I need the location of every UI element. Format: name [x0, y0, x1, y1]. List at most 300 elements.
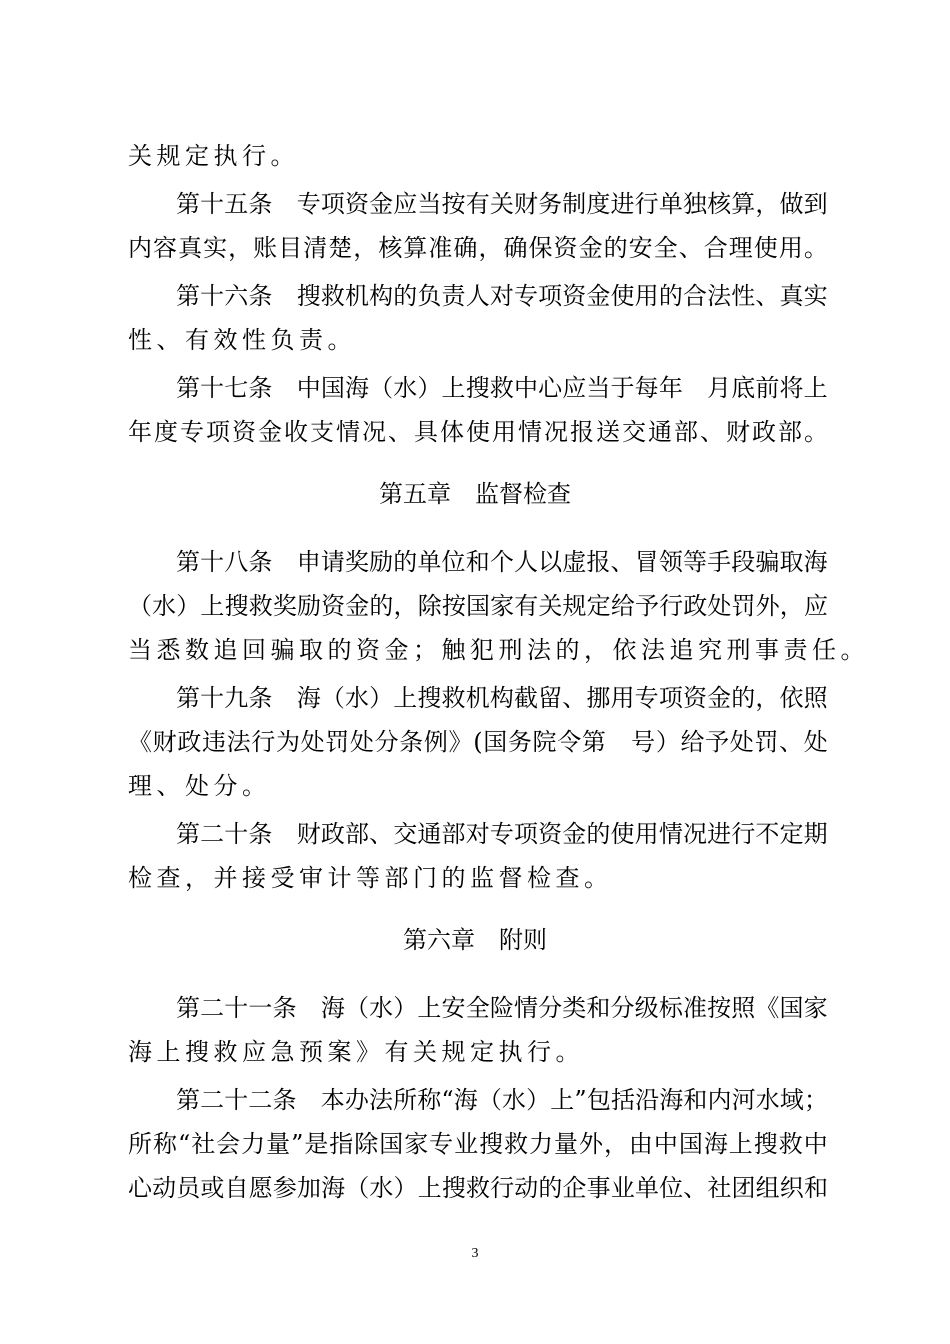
glyph: 有 — [514, 592, 539, 620]
text-line — [128, 232, 828, 264]
glyph: 令 — [557, 728, 582, 756]
glyph: 团 — [731, 1174, 756, 1202]
glyph: 》 — [448, 728, 473, 756]
glyph: （ — [344, 994, 369, 1022]
glyph: 财 — [296, 820, 321, 848]
glyph: 条 — [272, 994, 297, 1022]
glyph: 六 — [224, 282, 249, 310]
glyph: 第 — [176, 374, 200, 402]
glyph: 二 — [248, 1086, 273, 1114]
glyph: 国 — [483, 728, 508, 756]
glyph: 上 — [417, 1174, 442, 1202]
glyph: 构 — [489, 684, 514, 712]
glyph: 予 — [634, 592, 659, 620]
glyph: 是 — [304, 1130, 329, 1158]
glyph: 心 — [128, 1174, 152, 1202]
glyph: 家 — [404, 1130, 429, 1158]
glyph: 政 — [177, 728, 202, 756]
glyph: 度 — [586, 190, 611, 218]
glyph: 处 — [729, 728, 754, 756]
glyph: 法 — [369, 1086, 393, 1114]
glyph: 动 — [152, 1174, 177, 1202]
glyph: 水 — [502, 1086, 527, 1114]
glyph: 情 — [513, 994, 538, 1022]
glyph: 实 — [803, 282, 828, 310]
glyph: 项 — [206, 418, 230, 446]
glyph: 救 — [489, 374, 514, 402]
glyph: 上 — [417, 994, 442, 1022]
glyph: 上 — [550, 1086, 575, 1114]
glyph: 搜 — [479, 1130, 504, 1158]
glyph: 使 — [610, 282, 635, 310]
glyph: 十 — [200, 374, 225, 402]
glyph: 条 — [248, 190, 273, 218]
glyph: 财 — [152, 728, 177, 756]
glyph: 分 — [538, 994, 563, 1022]
glyph: 院 — [532, 728, 557, 756]
glyph: 分 — [374, 728, 399, 756]
glyph: 水 — [344, 684, 369, 712]
chapter-heading: 第六章 附则 — [403, 926, 547, 954]
text-line — [128, 590, 828, 622]
glyph: 使 — [753, 234, 778, 262]
glyph: 政 — [320, 820, 345, 848]
glyph: 资 — [232, 418, 256, 446]
glyph: 确 — [503, 234, 528, 262]
glyph: 报 — [586, 548, 611, 576]
glyph: 七 — [224, 374, 249, 402]
glyph: 第 — [176, 1086, 200, 1114]
glyph: 织 — [779, 1174, 804, 1202]
glyph: 楚 — [328, 234, 353, 262]
glyph: 金 — [369, 190, 394, 218]
glyph: ” — [574, 1086, 587, 1114]
glyph: 二 — [200, 1086, 225, 1114]
glyph: 外 — [578, 1130, 603, 1158]
glyph: 金 — [707, 684, 732, 712]
glyph: 、 — [388, 418, 412, 446]
glyph: 金 — [586, 282, 611, 310]
glyph: 体 — [440, 418, 464, 446]
glyph: 上 — [393, 684, 418, 712]
glyph: 具 — [414, 418, 438, 446]
glyph: 规 — [562, 592, 587, 620]
glyph: 水 — [393, 374, 418, 402]
glyph: 二 — [200, 994, 225, 1022]
glyph: 确 — [453, 234, 478, 262]
glyph: 况 — [682, 820, 707, 848]
glyph: 金 — [345, 592, 370, 620]
glyph: 截 — [513, 684, 538, 712]
glyph: 和 — [683, 1086, 708, 1114]
glyph: ， — [393, 592, 418, 620]
glyph: 算 — [731, 190, 756, 218]
glyph: 条 — [248, 820, 273, 848]
glyph: 奖 — [344, 548, 369, 576]
glyph: 专 — [513, 282, 538, 310]
glyph: 资 — [553, 234, 578, 262]
glyph: 搜 — [296, 282, 321, 310]
glyph: 应 — [393, 190, 418, 218]
glyph: 机 — [344, 282, 369, 310]
glyph: 务 — [538, 190, 563, 218]
glyph: 专 — [489, 820, 514, 848]
glyph: 救 — [320, 282, 345, 310]
glyph: 的 — [538, 1174, 563, 1202]
glyph: 责 — [441, 282, 466, 310]
glyph: ） — [417, 374, 442, 402]
glyph: 当 — [586, 374, 611, 402]
glyph: 九 — [224, 684, 249, 712]
glyph: 救 — [441, 684, 466, 712]
glyph: 称 — [417, 1086, 442, 1114]
glyph: 资 — [538, 820, 563, 848]
glyph: 资 — [344, 190, 369, 218]
glyph: 单 — [634, 1174, 659, 1202]
glyph: 合 — [703, 234, 728, 262]
glyph: ， — [353, 234, 378, 262]
glyph: 、 — [700, 418, 724, 446]
glyph: 照 — [803, 684, 828, 712]
glyph: 力 — [241, 1130, 266, 1158]
glyph: 当 — [417, 190, 442, 218]
glyph: 进 — [707, 820, 732, 848]
glyph: 年 — [128, 418, 152, 446]
glyph: 海 — [321, 1174, 346, 1202]
glyph: 水 — [755, 1086, 780, 1114]
glyph: ） — [393, 994, 418, 1022]
glyph: （ — [128, 592, 152, 620]
glyph: 海 — [320, 994, 345, 1022]
glyph: 指 — [329, 1130, 354, 1158]
glyph: 条 — [248, 684, 273, 712]
glyph: 罚 — [731, 592, 756, 620]
glyph: 第 — [176, 548, 200, 576]
glyph: 国 — [779, 994, 804, 1022]
text-line — [176, 188, 828, 220]
glyph: 海 — [344, 374, 369, 402]
glyph: 级 — [634, 994, 659, 1022]
glyph — [273, 682, 297, 714]
glyph — [273, 546, 297, 578]
glyph: 金 — [562, 820, 587, 848]
glyph: 励 — [296, 592, 321, 620]
glyph: 为 — [275, 728, 300, 756]
glyph: 虚 — [562, 548, 587, 576]
glyph: 称 — [152, 1130, 177, 1158]
glyph: 和 — [586, 994, 611, 1022]
glyph: 财 — [726, 418, 750, 446]
glyph: （ — [369, 374, 394, 402]
glyph: 十 — [200, 282, 225, 310]
text-line: 海上搜救应急预案》有关规定执行。 — [128, 1038, 584, 1066]
glyph: 中 — [803, 1130, 828, 1158]
glyph: 十 — [200, 684, 225, 712]
glyph: 到 — [803, 190, 828, 218]
glyph: 部 — [778, 418, 802, 446]
glyph: 负 — [417, 282, 442, 310]
text-line: 检查，并接受审计等部门的监督检查。 — [128, 864, 613, 892]
glyph: ( — [473, 728, 483, 756]
glyph: 申 — [296, 548, 321, 576]
glyph: 会 — [216, 1130, 241, 1158]
glyph: 位 — [441, 548, 466, 576]
glyph: 包 — [586, 1086, 611, 1114]
glyph: 资 — [321, 592, 346, 620]
glyph: ， — [779, 592, 804, 620]
glyph: 财 — [513, 190, 538, 218]
glyph: 、 — [369, 820, 394, 848]
glyph: 家 — [490, 592, 515, 620]
glyph: 处 — [707, 592, 732, 620]
glyph: 动 — [514, 1174, 539, 1202]
glyph: 的 — [586, 820, 611, 848]
glyph: 位 — [659, 1174, 684, 1202]
glyph: 救 — [504, 1130, 529, 1158]
glyph: 上 — [728, 1130, 753, 1158]
glyph: 资 — [562, 282, 587, 310]
glyph: 海 — [703, 1130, 728, 1158]
glyph: ） — [176, 592, 201, 620]
text-line — [176, 546, 828, 578]
glyph: 第 — [176, 282, 200, 310]
glyph: 人 — [513, 548, 538, 576]
glyph: 真 — [779, 282, 804, 310]
glyph: 机 — [465, 684, 490, 712]
glyph: 通 — [648, 418, 672, 446]
glyph: 做 — [779, 190, 804, 218]
glyph: 河 — [731, 1086, 756, 1114]
glyph: 骗 — [755, 548, 780, 576]
glyph: 分 — [610, 994, 635, 1022]
glyph: 条 — [248, 374, 273, 402]
glyph: 内 — [707, 1086, 732, 1114]
glyph: 手 — [707, 548, 732, 576]
text-line — [176, 372, 828, 404]
glyph: 予 — [705, 728, 730, 756]
glyph: ； — [803, 1086, 828, 1114]
glyph: 按 — [441, 190, 466, 218]
glyph: 类 — [562, 994, 587, 1022]
glyph: 处 — [349, 728, 374, 756]
glyph: 个 — [489, 548, 514, 576]
glyph: 第 — [176, 684, 200, 712]
glyph: 况 — [362, 418, 386, 446]
glyph: 通 — [417, 820, 442, 848]
glyph: 部 — [441, 820, 466, 848]
glyph: 的 — [731, 684, 756, 712]
glyph: 办 — [344, 1086, 369, 1114]
glyph: 处 — [803, 728, 828, 756]
chapter-heading: 第五章 监督检查 — [379, 480, 571, 508]
glyph: 所 — [393, 1086, 418, 1114]
glyph: （ — [477, 1086, 502, 1114]
glyph: 独 — [682, 190, 707, 218]
glyph: ， — [228, 234, 253, 262]
glyph: 用 — [634, 282, 659, 310]
glyph: 救 — [248, 592, 273, 620]
glyph: 搜 — [417, 684, 442, 712]
glyph: 挪 — [586, 684, 611, 712]
glyph: 交 — [622, 418, 646, 446]
glyph: 准 — [682, 994, 707, 1022]
glyph: 、 — [562, 684, 587, 712]
glyph: 务 — [507, 728, 532, 756]
glyph: 除 — [354, 1130, 379, 1158]
glyph: 奖 — [272, 592, 297, 620]
glyph: 、 — [779, 728, 804, 756]
glyph: 专 — [296, 190, 321, 218]
glyph: 加 — [296, 1174, 321, 1202]
glyph: 《 — [128, 728, 152, 756]
glyph: 上 — [803, 374, 828, 402]
glyph: 项 — [538, 282, 563, 310]
glyph: 、 — [610, 548, 635, 576]
glyph: 业 — [610, 1174, 635, 1202]
glyph: 金 — [578, 234, 603, 262]
glyph: 国 — [379, 1130, 404, 1158]
glyph: 行 — [731, 820, 756, 848]
glyph: 罚 — [754, 728, 779, 756]
glyph: 条 — [248, 282, 273, 310]
glyph: 使 — [610, 820, 635, 848]
glyph: 和 — [803, 1174, 828, 1202]
glyph: 情 — [658, 820, 683, 848]
glyph: 的 — [393, 548, 418, 576]
glyph: 海 — [296, 684, 321, 712]
glyph: 合 — [682, 282, 707, 310]
glyph: ， — [755, 684, 780, 712]
glyph: 专 — [634, 684, 659, 712]
glyph: 国 — [678, 1130, 703, 1158]
glyph: 、 — [678, 234, 703, 262]
glyph: 二 — [200, 820, 225, 848]
glyph: 励 — [369, 548, 394, 576]
glyph: 理 — [728, 234, 753, 262]
glyph: 况 — [544, 418, 568, 446]
glyph: 段 — [731, 548, 756, 576]
glyph: 行 — [251, 728, 276, 756]
glyph — [297, 1084, 321, 1116]
glyph: 安 — [441, 994, 466, 1022]
glyph: 有 — [465, 190, 490, 218]
glyph: 第 — [176, 820, 200, 848]
glyph: 搜 — [224, 592, 249, 620]
glyph: 项 — [513, 820, 538, 848]
glyph: 按 — [707, 994, 732, 1022]
glyph: 情 — [336, 418, 360, 446]
glyph: 安 — [628, 234, 653, 262]
glyph: 关 — [538, 592, 563, 620]
glyph: 项 — [658, 684, 683, 712]
glyph: 本 — [320, 1086, 345, 1114]
glyph: ） — [526, 1086, 551, 1114]
glyph: 事 — [586, 1174, 611, 1202]
glyph: 保 — [528, 234, 553, 262]
glyph: 由 — [628, 1130, 653, 1158]
glyph: ， — [478, 234, 503, 262]
glyph: 单 — [417, 548, 442, 576]
glyph: 法 — [226, 728, 251, 756]
glyph: 十 — [200, 190, 225, 218]
glyph: 中 — [513, 374, 538, 402]
glyph: 核 — [378, 234, 403, 262]
glyph: 十 — [224, 1086, 249, 1114]
glyph: 定 — [779, 820, 804, 848]
glyph: 《 — [755, 994, 780, 1022]
glyph: 海 — [659, 1086, 684, 1114]
text-line — [176, 1084, 828, 1116]
glyph: 号 — [631, 728, 656, 756]
glyph: 给 — [610, 592, 635, 620]
glyph: 目 — [278, 234, 303, 262]
glyph: 海 — [803, 548, 828, 576]
glyph: 真 — [178, 234, 203, 262]
glyph: 十 — [224, 820, 249, 848]
glyph: ） — [655, 728, 680, 756]
glyph: 算 — [403, 234, 428, 262]
glyph: 以 — [538, 548, 563, 576]
text-line — [128, 1172, 828, 1204]
glyph: 冒 — [634, 548, 659, 576]
glyph: 项 — [320, 190, 345, 218]
glyph: 底 — [731, 374, 756, 402]
glyph: 险 — [489, 994, 514, 1022]
glyph: 中 — [653, 1130, 678, 1158]
glyph: 政 — [683, 592, 708, 620]
glyph: 用 — [610, 684, 635, 712]
glyph: “ — [177, 1130, 191, 1158]
glyph: 性 — [731, 282, 756, 310]
glyph: 救 — [778, 1130, 803, 1158]
glyph — [297, 992, 321, 1024]
glyph: 应 — [803, 592, 828, 620]
glyph: 参 — [272, 1174, 297, 1202]
glyph: 上 — [200, 592, 225, 620]
glyph: 一 — [248, 994, 273, 1022]
glyph — [607, 726, 631, 758]
glyph: 期 — [803, 820, 828, 848]
glyph: 进 — [610, 190, 635, 218]
glyph: 取 — [779, 548, 804, 576]
glyph: 容 — [153, 234, 178, 262]
glyph: “ — [441, 1086, 454, 1114]
glyph: 上 — [441, 374, 466, 402]
glyph: 。 — [803, 234, 828, 262]
glyph: 对 — [465, 820, 490, 848]
glyph: 自 — [224, 1174, 249, 1202]
glyph: 中 — [296, 374, 321, 402]
glyph: 将 — [779, 374, 804, 402]
glyph: 部 — [344, 820, 369, 848]
glyph: 、 — [755, 282, 780, 310]
glyph: 准 — [428, 234, 453, 262]
glyph: 五 — [224, 190, 249, 218]
glyph: 十 — [200, 548, 225, 576]
glyph: 按 — [441, 592, 466, 620]
glyph: 国 — [320, 374, 345, 402]
glyph: 行 — [634, 190, 659, 218]
glyph: ） — [393, 1174, 418, 1202]
glyph — [683, 372, 707, 404]
glyph: 沿 — [635, 1086, 660, 1114]
glyph: 条 — [272, 1086, 297, 1114]
glyph: 人 — [465, 282, 490, 310]
glyph: 政 — [752, 418, 776, 446]
text-line: 理、处分。 — [128, 772, 271, 800]
glyph: 每 — [634, 374, 659, 402]
glyph: 、 — [683, 1174, 708, 1202]
